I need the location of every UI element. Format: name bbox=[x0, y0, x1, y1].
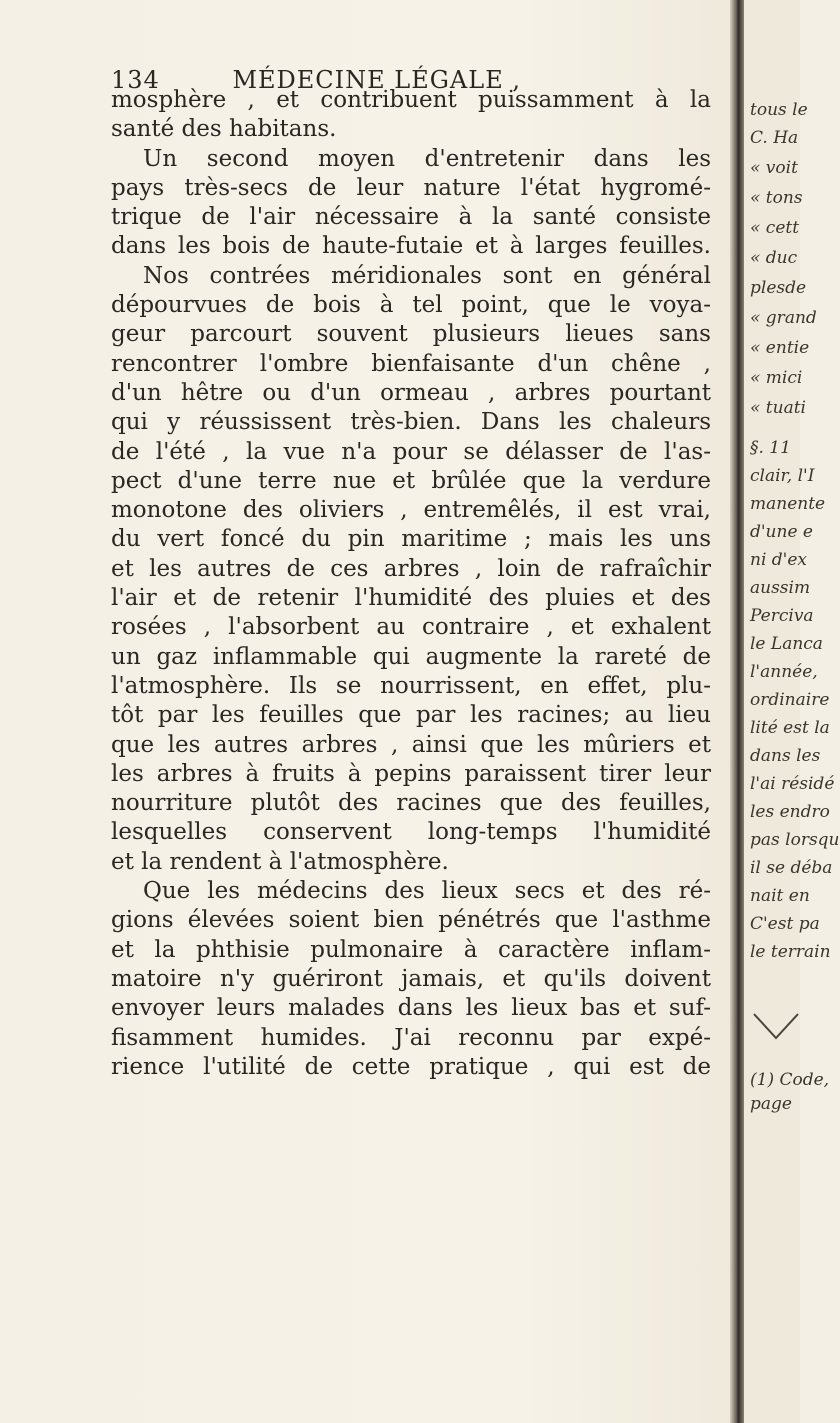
edge-fragment: ni d'ex bbox=[750, 550, 807, 570]
text-line: rosées , l'absorbent au contraire , et exhalent bbox=[111, 614, 711, 641]
edge-fragment: il se déba bbox=[750, 858, 833, 878]
text-line: et la rendent à l'atmosphère. bbox=[111, 848, 449, 875]
edge-fragment: le terrain bbox=[750, 942, 831, 962]
text-line: et la phthisie pulmonaire à caractère inflam- bbox=[111, 936, 711, 963]
text-line: gions élevées soient bien pénétrés que l'asthme bbox=[111, 907, 711, 934]
text-line: fisamment humides. J'ai reconnu par expé- bbox=[111, 1024, 711, 1051]
edge-fragment: C'est pa bbox=[750, 914, 820, 934]
text-line: l'atmosphère. Ils se nourrissent, en effet, plu- bbox=[111, 672, 711, 699]
edge-fragment: nait en bbox=[750, 886, 810, 906]
edge-fragment: « mici bbox=[750, 368, 803, 388]
edge-fragment: plesde bbox=[750, 278, 807, 298]
edge-fragment: « cett bbox=[750, 218, 800, 238]
text-line: santé des habitans. bbox=[111, 116, 337, 143]
text-line: que les autres arbres , ainsi que les mûriers et bbox=[111, 731, 711, 758]
edge-fragment: clair, l'I bbox=[750, 466, 815, 486]
text-line: geur parcourt souvent plusieurs lieues sans bbox=[111, 321, 711, 348]
edge-fragment: les endro bbox=[750, 802, 830, 822]
text-line: matoire n'y guériront jamais, et qu'ils doivent bbox=[111, 965, 711, 992]
page-fold-mark bbox=[752, 1010, 800, 1050]
running-title: MÉDECINE LÉGALE , bbox=[232, 66, 521, 94]
edge-fragment: aussim bbox=[750, 578, 811, 598]
edge-fragment: d'une e bbox=[750, 522, 813, 542]
edge-fragment: « tuati bbox=[750, 398, 806, 418]
edge-fragment: C. Ha bbox=[750, 128, 799, 148]
edge-fragment: manente bbox=[750, 494, 826, 514]
edge-fragment: ordinaire bbox=[750, 690, 830, 710]
text-line: envoyer leurs malades dans les lieux bas et suf- bbox=[111, 995, 711, 1022]
text-line: trique de l'air nécessaire à la santé consiste bbox=[111, 204, 711, 231]
text-line: mosphère , et contribuent puissamment à la bbox=[111, 87, 711, 113]
edge-fragment: « entie bbox=[750, 338, 810, 358]
edge-fragment: tous le bbox=[750, 100, 808, 120]
text-line: pect d'une terre nue et brûlée que la verdure bbox=[111, 467, 711, 494]
page-number: 134 bbox=[111, 66, 160, 94]
body-text bbox=[111, 86, 711, 1082]
text-line: dans les bois de haute-futaie et à larges feuilles. bbox=[111, 233, 711, 260]
text-line: tôt par les feuilles que par les racines; au lieu bbox=[111, 702, 711, 729]
text-line: qui y réussissent très-bien. Dans les chaleurs bbox=[111, 409, 711, 436]
edge-fragment: « voit bbox=[750, 158, 798, 178]
text-line: du vert foncé du pin maritime ; mais les uns bbox=[111, 526, 711, 553]
edge-fragment: pas lorsqu bbox=[750, 830, 840, 850]
text-line: Que les médecins des lieux secs et des ré- bbox=[143, 878, 711, 905]
text-line: Un second moyen d'entretenir dans les bbox=[143, 145, 711, 172]
edge-fragment: « grand bbox=[750, 308, 817, 328]
edge-fragment: dans les bbox=[750, 746, 821, 766]
edge-fragment: « tons bbox=[750, 188, 803, 208]
text-line: rience l'utilité de cette pratique , qui est de bbox=[111, 1053, 711, 1080]
text-line: Nos contrées méridionales sont en général bbox=[143, 262, 711, 289]
edge-fragment: page bbox=[750, 1094, 792, 1114]
text-line: les arbres à fruits à pepins paraissent tirer leur bbox=[111, 760, 711, 787]
edge-fragment: (1) Code, bbox=[750, 1070, 830, 1090]
edge-fragment: « duc bbox=[750, 248, 798, 268]
book-gutter bbox=[730, 0, 744, 1423]
edge-fragment: l'ai résidé bbox=[750, 774, 835, 794]
text-line: dépourvues de bois à tel point, que le voya- bbox=[111, 292, 711, 319]
text-line: lesquelles conservent long-temps l'humidité bbox=[111, 819, 711, 846]
text-line: et les autres de ces arbres , loin de rafraîchir bbox=[111, 555, 711, 582]
edge-fragment: l'année, bbox=[750, 662, 818, 682]
next-page-edge bbox=[744, 0, 840, 1423]
text-line: rencontrer l'ombre bienfaisante d'un chêne , bbox=[111, 350, 711, 377]
edge-fragment: Perciva bbox=[750, 606, 814, 626]
text-line: monotone des oliviers , entremêlés, il est vrai, bbox=[111, 497, 711, 524]
text-line: nourriture plutôt des racines que des feuilles, bbox=[111, 790, 711, 817]
text-line: d'un hêtre ou d'un ormeau , arbres pourtant bbox=[111, 379, 711, 406]
edge-fragment: le Lanca bbox=[750, 634, 823, 654]
text-line: pays très-secs de leur nature l'état hygromé- bbox=[111, 174, 711, 201]
text-line: un gaz inflammable qui augmente la rareté de bbox=[111, 643, 711, 670]
edge-fragment: lité est la bbox=[750, 718, 830, 738]
text-line: de l'été , la vue n'a pour se délasser de l'as- bbox=[111, 438, 711, 465]
edge-fragment: §. 11 bbox=[750, 438, 791, 458]
text-line: l'air et de retenir l'humidité des pluies et des bbox=[111, 585, 711, 612]
